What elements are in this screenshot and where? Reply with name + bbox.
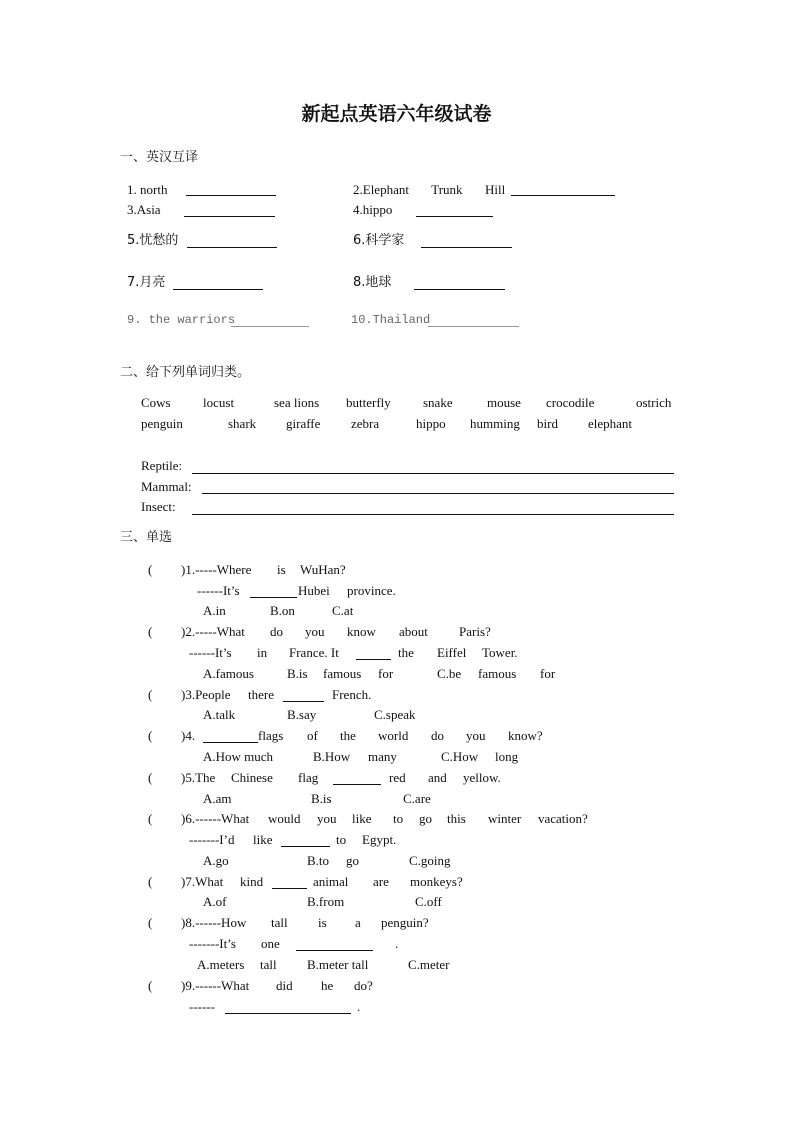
q-text: do? — [354, 978, 373, 993]
option-a: A.famous — [203, 666, 254, 681]
q-text: tall — [271, 915, 288, 930]
category-insect: Insect: — [141, 499, 176, 514]
q-text: a — [355, 915, 361, 930]
answer-paren[interactable]: ( — [148, 770, 153, 785]
q-text: kind — [240, 874, 264, 889]
q-text: )5.The — [181, 770, 216, 785]
q-text: monkeys? — [410, 874, 463, 889]
option-c: C.be — [437, 666, 462, 681]
q-text: Chinese — [231, 770, 273, 785]
option-b: B.on — [270, 603, 295, 618]
q-text: . — [395, 936, 399, 951]
q-text: winter — [488, 811, 522, 826]
q-text: go — [419, 811, 432, 826]
answer-blank[interactable] — [192, 473, 674, 474]
q-text: know? — [508, 728, 543, 743]
word: humming — [470, 416, 520, 431]
option-c: famous — [478, 666, 517, 681]
q-text: there — [248, 687, 274, 702]
item-5: 5.忧愁的 — [127, 233, 179, 248]
q-text: )4. — [181, 728, 196, 743]
section-1-heading: 一、英汉互译 — [120, 150, 199, 165]
option-b: B.say — [287, 707, 317, 722]
q-text: Eiffel — [437, 645, 467, 660]
word: Cows — [141, 395, 171, 410]
section-2-heading: 二、给下列单词归类。 — [120, 365, 251, 380]
q-text: flag — [298, 770, 319, 785]
option-b: B.to — [307, 853, 330, 868]
option-b: go — [346, 853, 359, 868]
q-text: )6.------What — [181, 811, 250, 826]
q-text: do — [431, 728, 444, 743]
option-b: B.meter tall — [307, 957, 369, 972]
word: hippo — [416, 416, 446, 431]
q-text: animal — [313, 874, 349, 889]
q-text: to — [393, 811, 404, 826]
word: penguin — [141, 416, 183, 431]
q-text: ------It’s — [189, 645, 232, 660]
answer-blank[interactable] — [231, 326, 309, 327]
option-a: A.How much — [203, 749, 274, 764]
q-text: Egypt. — [362, 832, 397, 847]
answer-blank[interactable] — [192, 514, 674, 515]
option-b: B.is — [311, 791, 332, 806]
answer-blank[interactable] — [283, 701, 324, 702]
section-3-heading: 三、单选 — [120, 530, 173, 545]
answer-blank[interactable] — [416, 216, 493, 217]
q-text: WuHan? — [300, 562, 346, 577]
option-b: B.from — [307, 894, 345, 909]
answer-blank[interactable] — [421, 247, 512, 248]
q-text: ------ — [189, 999, 215, 1014]
q-text: like — [253, 832, 273, 847]
word: shark — [228, 416, 257, 431]
option-a: A.go — [203, 853, 229, 868]
answer-blank[interactable] — [187, 247, 277, 248]
q-text: )3.People — [181, 687, 231, 702]
q-text: this — [447, 811, 466, 826]
option-a: A.in — [203, 603, 226, 618]
option-b: B.is — [287, 666, 308, 681]
word: snake — [423, 395, 453, 410]
q-text: French. — [332, 687, 372, 702]
answer-blank[interactable] — [173, 289, 263, 290]
q-text: Hubei — [298, 583, 330, 598]
q-text: France. It — [289, 645, 339, 660]
answer-paren[interactable]: ( — [148, 624, 153, 639]
answer-paren[interactable]: ( — [148, 978, 153, 993]
word: zebra — [351, 416, 380, 431]
word: bird — [537, 416, 558, 431]
q-text: know — [347, 624, 376, 639]
answer-blank[interactable] — [202, 493, 674, 494]
answer-blank[interactable] — [356, 659, 391, 660]
option-c: C.at — [332, 603, 354, 618]
answer-blank[interactable] — [333, 784, 381, 785]
answer-blank[interactable] — [250, 597, 297, 598]
q-text: province. — [347, 583, 396, 598]
option-c: C.How — [441, 749, 479, 764]
answer-blank[interactable] — [184, 216, 275, 217]
item-6: 6.科学家 — [353, 233, 405, 248]
answer-blank[interactable] — [511, 195, 615, 196]
answer-paren[interactable]: ( — [148, 874, 153, 889]
option-b: many — [368, 749, 397, 764]
word: mouse — [487, 395, 521, 410]
option-a: tall — [260, 957, 277, 972]
option-a: A.meters — [197, 957, 245, 972]
answer-blank[interactable] — [272, 888, 307, 889]
q-text: penguin? — [381, 915, 429, 930]
q-text: ------It’s — [197, 583, 240, 598]
q-text: )1.-----Where — [181, 562, 252, 577]
answer-paren[interactable]: ( — [148, 728, 153, 743]
option-c: C.off — [415, 894, 442, 909]
q-text: )9.------What — [181, 978, 250, 993]
answer-blank[interactable] — [296, 950, 373, 951]
q-text: are — [373, 874, 389, 889]
q-text: -------I’d — [189, 832, 235, 847]
q-text: of — [307, 728, 318, 743]
answer-paren[interactable]: ( — [148, 562, 153, 577]
answer-paren[interactable]: ( — [148, 687, 153, 702]
answer-paren[interactable]: ( — [148, 811, 153, 826]
option-c: C.meter — [408, 957, 450, 972]
q-text: red — [389, 770, 406, 785]
q-text: the — [398, 645, 414, 660]
item-10: 10.Thailand — [351, 313, 431, 327]
word: giraffe — [286, 416, 321, 431]
q-text: )2.-----What — [181, 624, 245, 639]
word: sea lions — [274, 395, 320, 410]
q-text: yellow. — [463, 770, 501, 785]
q-text: to — [336, 832, 347, 847]
option-c: for — [540, 666, 556, 681]
option-c: long — [495, 749, 519, 764]
q-text: you — [466, 728, 486, 743]
option-a: A.of — [203, 894, 227, 909]
q-text: vacation? — [538, 811, 588, 826]
word: ostrich — [636, 395, 672, 410]
word: locust — [203, 395, 235, 410]
q-text: like — [352, 811, 372, 826]
word: elephant — [588, 416, 633, 431]
q-text: Paris? — [459, 624, 491, 639]
q-text: Tower. — [482, 645, 518, 660]
item-7: 7.月亮 — [127, 275, 166, 290]
q-text: would — [268, 811, 301, 826]
option-b: B.How — [313, 749, 351, 764]
option-a: A.talk — [203, 707, 236, 722]
q-text: -------It’s — [189, 936, 236, 951]
item-4: 4.hippo — [353, 202, 393, 217]
q-text: the — [340, 728, 356, 743]
word: crocodile — [546, 395, 595, 410]
q-text: did — [276, 978, 293, 993]
q-text: is — [277, 562, 286, 577]
q-text: world — [378, 728, 409, 743]
q-text: flags — [258, 728, 284, 743]
item-8: 8.地球 — [353, 275, 392, 290]
option-c: C.going — [409, 853, 451, 868]
word: butterfly — [346, 395, 391, 410]
q-text: is — [318, 915, 327, 930]
answer-blank[interactable] — [186, 195, 276, 196]
option-c: C.speak — [374, 707, 416, 722]
answer-blank[interactable] — [428, 326, 519, 327]
q-text: do — [270, 624, 283, 639]
q-text: one — [261, 936, 280, 951]
answer-blank[interactable] — [281, 846, 330, 847]
q-text: about — [399, 624, 428, 639]
option-b: for — [378, 666, 394, 681]
q-text: )8.------How — [181, 915, 247, 930]
q-text: . — [357, 999, 361, 1014]
answer-blank[interactable] — [225, 1013, 351, 1014]
option-a: A.am — [203, 791, 232, 806]
category-mammal: Mammal: — [141, 479, 192, 494]
q-text: he — [321, 978, 334, 993]
q-text: in — [257, 645, 268, 660]
page-title: 新起点英语六年级试卷 — [301, 104, 492, 125]
q-text: you — [305, 624, 325, 639]
item-1: 1. north — [127, 182, 168, 197]
answer-blank[interactable] — [414, 289, 505, 290]
option-c: C.are — [403, 791, 431, 806]
category-reptile: Reptile: — [141, 458, 183, 473]
q-text: you — [317, 811, 337, 826]
answer-paren[interactable]: ( — [148, 915, 153, 930]
option-b: famous — [323, 666, 362, 681]
answer-blank[interactable] — [203, 742, 258, 743]
q-text: )7.What — [181, 874, 224, 889]
item-9: 9. the warriors — [127, 313, 236, 327]
item-2: 2.Elephant Trunk Hill — [353, 182, 506, 197]
item-3: 3.Asia — [127, 202, 161, 217]
q-text: and — [428, 770, 447, 785]
